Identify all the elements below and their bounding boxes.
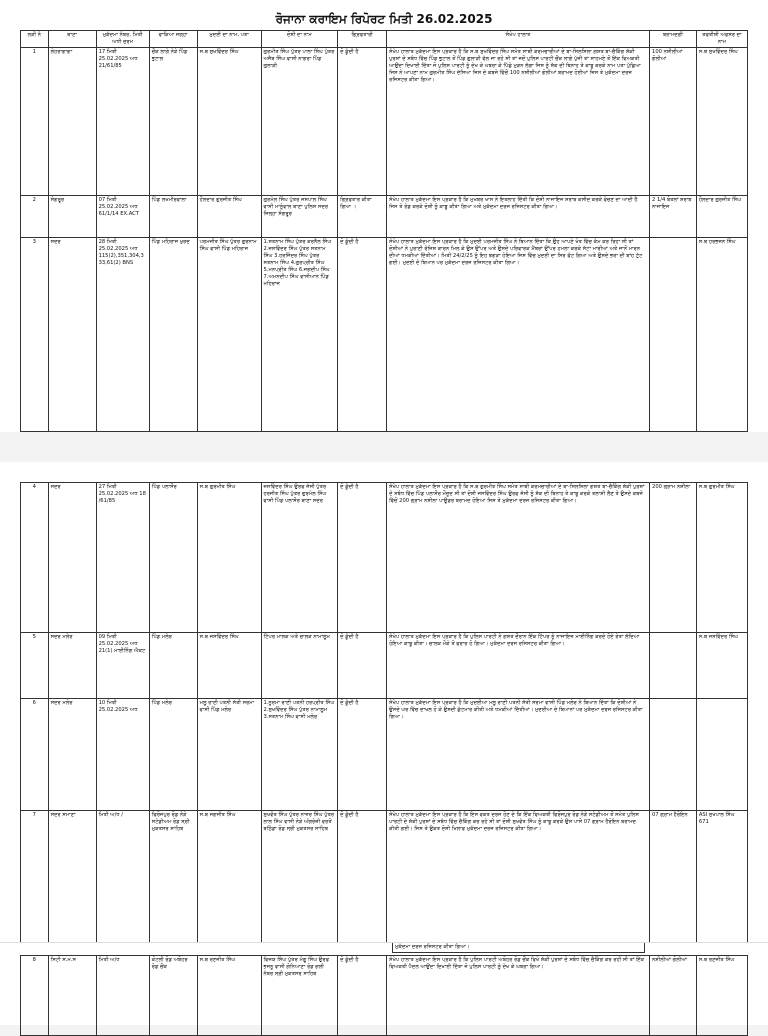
cell-io: ਸ.ਥ ਰਣਜੀਤ ਸਿੰਘ xyxy=(696,956,747,1036)
cell-thana: ਸਦਰ ਮਲੇਰ xyxy=(48,699,96,811)
cell-accused: 1.ਨੂਰਮਾ ਰਾਣੀ ਪਤਨੀ ਹਰਪ੍ਰੀਤ ਸਿੰਘ 2.ਸੁਖਵਿੰਦਰ ਸਿੰਘ ਪੁੱਤਰ ਨਾਮਾਲੂਮ 3.ਸਤਨਾਮ ਸਿੰਘ ਵਾਸੀ ਮਲੇਰ xyxy=(261,699,338,811)
cell-place: ਫਿਰੋਜਪੁਰ ਰੋਡ ਨੇੜੇ ਸਟੇਡੀਅਮ ਰੋਡ ਸ੍ਰੀ ਮੁਕਤਸਰ ਸਾਹਿਬ xyxy=(149,811,197,945)
cell-complainant: ਸ.ਥ ਜਗਜੀਤ ਸਿੰਘ xyxy=(197,811,261,945)
cell-io: ASI ਸੁਖਪਾਲ ਸਿੰਘ 671 xyxy=(696,811,747,945)
cell-place: ਪਿੰਡ ਪਲਾਸੌਰ xyxy=(149,483,197,633)
cell-thana: ਸਦਰ xyxy=(48,483,96,633)
cell-accused: ਗੁਰਮੀਤ ਸਿੰਘ ਪੁੱਤਰ ਪਾਲਾ ਸਿੰਘ ਪੁੱਤਰ ਅਜੈਬ ਸਿੰਘ ਵਾਸੀ ਨਾਗਰਾ ਪਿੰਡ ਗੁਲਾੜੀ xyxy=(261,48,338,196)
report-page-1 xyxy=(0,0,768,432)
cell-fir: 09 ਮਿਤੀ 25.02.2025 ਅਧ 21(1) ਮਾਈਨਿੰਗ ਐਕਟ xyxy=(96,633,149,699)
table-row xyxy=(21,196,748,238)
cell-thana: ਸਦਰ ਸਮਾਣਾ xyxy=(48,811,96,945)
header-summary: ਸੰਖੇਪ ਹਾਲਾਤ xyxy=(387,31,650,48)
cell-summary: ਸੰਖੇਪ ਹਾਲਾਤ ਮੁਕੱਦਮਾ ਇਸ ਪ੍ਰਕਾਰ ਹੈ ਕਿ ਪੁਲਿਸ ਪਾਰਟੀ ਅਬੋਹਰ ਰੋਡ ਚੌਂਕ ਵਿਖੇ ਸ਼ੱਕੀ ਪੁਰਸ਼ਾਂ ਦੇ ਸਬੰਧ ਵਿੱਚ ਚੈਕਿੰਗ ਕਰ ਰਹੀ ਸੀ ਤਾਂ ਇੱਕ ਵਿਅਕਤੀ ਪੈਦਲ ਆਉਂਦਾ ਦਿਖਾਈ ਦਿੱਤਾ ਜੋ ਪੁਲਿਸ ਪਾਰਟੀ ਨੂੰ ਦੇਖ ਕੇ ਘਬਰਾ ਗਿਆ। xyxy=(387,956,650,1036)
header-thana: ਥਾਣਾ xyxy=(48,31,96,48)
cell-recovery xyxy=(650,633,697,699)
header-sr: ਲੜੀ ਨੰ xyxy=(21,31,49,48)
cell-arrest: ਦੋ ਕੂੰਦੀ ਹੈ xyxy=(338,633,387,699)
cell-fir: 07 ਮਿਤੀ 25.02.2025 ਅਧ 61/1/14 EX.ACT xyxy=(96,196,149,238)
cell-summary: ਸੰਖੇਪ ਹਾਲਾਤ ਮੁਕੱਦਮਾ ਇਸ ਪ੍ਰਕਾਰ ਹੈ ਕਿ ਪੁਲਿਸ ਪਾਰਟੀ ਨੇ ਗਸ਼ਤ ਦੌਰਾਨ ਇੱਕ ਟਿੱਪਰ ਨੂੰ ਨਾਜਾਇਜ ਮਾਈਨਿੰਗ ਕਰਦੇ ਹੋਏ ਰੇਤਾ ਲੱਦਿਆ ਹੋਇਆ ਕਾਬੂ ਕੀਤਾ। ਚਾਲਕ ਮੌਕੇ ਤੋਂ ਫਰਾਰ ਹੋ ਗਿਆ। ਮੁਕੱਦਮਾ ਦਰਜ ਰਜਿਸਟਰ ਕੀਤਾ ਗਿਆ। xyxy=(387,633,650,699)
cell-sr: 2 xyxy=(21,196,49,238)
cell-summary: ਸੰਖੇਪ ਹਾਲਾਤ ਮੁਕੱਦਮਾ ਇਸ ਪ੍ਰਕਾਰ ਹੈ ਕਿ ਇਸ ਵਕਤ ਦਰਜ ਹੋਣ ਦੇ ਕਿ ਇੱਕ ਵਿਅਕਤੀ ਫਿਰੋਜਪੁਰ ਰੋਡ ਨੇੜੇ ਸਟੇਡੀਅਮ ਤੋਂ ਸਮੇਤ ਪੁਲਿਸ ਪਾਰਟੀ ਦੇ ਸ਼ੱਕੀ ਪੁਰਸ਼ਾਂ ਦੇ ਸਬੰਧ ਵਿੱਚ ਚੈਕਿੰਗ ਕਰ ਰਹੇ ਸੀ ਤਾਂ ਦੋਸ਼ੀ ਸੁਖਵੰਤ ਸਿੰਘ ਨੂੰ ਕਾਬੂ ਕਰਕੇ ਉਸ ਪਾਸੋਂ 07 ਗ੍ਰਾਮ ਹੈਰੋਇਨ ਬਰਾਮਦ ਕੀਤੀ ਗਈ। ਜਿਸ ਤੇ ਉਕਤ ਦੋਸ਼ੀ ਖਿਲਾਫ ਮੁਕੱਦਮਾ ਦਰਜ ਰਜਿਸਟਰ ਕੀਤਾ ਗਿਆ। xyxy=(387,811,650,945)
cell-accused: ਵਿਜਯ ਸਿੰਘ ਪੁੱਤਰ ਮੰਗੂ ਸਿੰਘ ਉਰਫ ਭਜਨੂ ਵਾਸੀ ਗੋਨਿਆਣਾ ਰੋਡ ਗਲੀ ਨੰਬਰ ਸ੍ਰੀ ਮੁਕਤਸਰ ਸਾਹਿਬ xyxy=(261,956,338,1036)
cell-recovery: 200 ਗ੍ਰਾਮ ਨਸ਼ੀਲਾ xyxy=(650,483,697,633)
cell-accused: ਟਿੱਪਰ ਮਾਲਕ ਅਤੇ ਚਾਲਕ ਨਾਮਾਲੂਮ xyxy=(261,633,338,699)
cell-sr: 7 xyxy=(21,811,49,945)
crime-report-table-2 xyxy=(20,482,748,945)
header-complainant: ਮੁਦਈ ਦਾ ਨਾਮ, ਪਤਾ xyxy=(197,31,261,48)
cell-place: ਪਿੰਡ ਮਹਿਰਾਜ ਖੁਰਦ xyxy=(149,238,197,432)
cell-complainant: ਪਰਮਜੀਤ ਸਿੰਘ ਪੁੱਤਰ ਗੁਰਨਾਮ ਸਿੰਘ ਵਾਸੀ ਪਿੰਡ ਮਹਿਰਾਜ xyxy=(197,238,261,432)
continued-summary-text: ਮੁਕੱਦਮਾ ਦਰਜ ਰਜਿਸਟਰ ਕੀਤਾ ਗਿਆ। xyxy=(392,943,645,953)
cell-fir: 27 ਮਿਤੀ 25.02.2025 ਅਧ 18 /61/85 xyxy=(96,483,149,633)
cell-sr: 3 xyxy=(21,238,49,432)
cell-recovery xyxy=(650,238,697,432)
cell-thana: ਸੰਗਰੂਰ xyxy=(48,196,96,238)
cell-sr: 6 xyxy=(21,699,49,811)
cell-fir: ਮਿਤੀ ਅ/ਧ / xyxy=(96,811,149,945)
cell-fir: 10 ਮਿਤੀ 25.02.2025 ਅਧ xyxy=(96,699,149,811)
cell-place: ਪਿੰਡ ਮਲੇਰ xyxy=(149,633,197,699)
header-accused: ਦੋਸ਼ੀ ਦਾ ਨਾਮ xyxy=(261,31,338,48)
cell-accused: 1.ਸਤਨਾਮ ਸਿੰਘ ਪੁੱਤਰ ਕਰਨੈਲ ਸਿੰਘ 2.ਜਸਵਿੰਦਰ ਸਿੰਘ ਪੁੱਤਰ ਸਤਨਾਮ ਸਿੰਘ 3.ਹਰਜਿੰਦਰ ਸਿੰਘ ਪੁੱਤਰ ਸਤਨਾਮ ਸਿੰਘ 4.ਗੁਰਪ੍ਰੀਤ ਸਿੰਘ 5.ਮਨਪ੍ਰੀਤ ਸਿੰਘ 6.ਜਗਦੀਪ ਸਿੰਘ 7.ਅਮਨਦੀਪ ਸਿੰਘ ਵਾਸੀਆਨ ਪਿੰਡ ਮਹਿਰਾਜ xyxy=(261,238,338,432)
cell-recovery: 2 1/4 ਬੋਤਲਾਂ ਸ਼ਰਾਬ ਨਾਜਾਇਜ xyxy=(650,196,697,238)
header-place: ਵਾਕਿਆ ਜਗ੍ਹਾ xyxy=(149,31,197,48)
cell-sr: 5 xyxy=(21,633,49,699)
table-row xyxy=(21,238,748,432)
cell-fir: ਮਿਤੀ ਅ/ਧ xyxy=(96,956,149,1036)
cell-sr: 4 xyxy=(21,483,49,633)
cell-complainant: ਸ.ਥ ਰਣਜੀਤ ਸਿੰਘ xyxy=(197,956,261,1036)
cell-thana: ਸਦਰ xyxy=(48,238,96,432)
table-row xyxy=(21,483,748,633)
cell-summary: ਸੰਖੇਪ ਹਾਲਾਤ ਮੁਕੱਦਮਾ ਇਸ ਪ੍ਰਕਾਰ ਹੈ ਕਿ ਸ.ਥ ਗੁਰਮੀਤ ਸਿੰਘ ਸਮੇਤ ਸਾਥੀ ਕਰਮਚਾਰੀਆਂ ਦੇ ਬਾ-ਸਿਲਸਿਲਾ ਗਸ਼ਤ ਬਾ-ਚੈਕਿੰਗ ਸ਼ੱਕੀ ਪੁਰਸ਼ਾਂ ਦੇ ਸਬੰਧ ਵਿੱਚ ਪਿੰਡ ਪਲਾਸੌਰ ਮੌਜੂਦ ਸੀ ਤਾਂ ਦੋਸ਼ੀ ਜਸਵਿੰਦਰ ਸਿੰਘ ਉਰਫ ਜੱਸੀ ਨੂੰ ਸ਼ੱਕ ਦੀ ਬਿਨਾਹ ਤੇ ਕਾਬੂ ਕਰਕੇ ਤਲਾਸ਼ੀ ਲੈਣ ਤੇ ਉਸਦੇ ਕਬਜੇ ਵਿੱਚੋਂ 200 ਗ੍ਰਾਮ ਨਸ਼ੀਲਾ ਪਾਊਡਰ ਬਰਾਮਦ ਹੋਇਆ ਜਿਸ ਤੇ ਮੁਕੱਦਮਾ ਦਰਜ ਰਜਿਸਟਰ ਕੀਤਾ ਗਿਆ। xyxy=(387,483,650,633)
cell-place: ਕੋਟਲੀ ਰੋਡ ਅਬੋਹਰ ਰੋਡ ਚੌਂਕ xyxy=(149,956,197,1036)
cell-accused: ਜਸਵਿੰਦਰ ਸਿੰਘ ਉਰਫ ਜੱਸੀ ਪੁੱਤਰ ਹਰਜੀਤ ਸਿੰਘ ਪੁੱਤਰ ਗੁਰਮੇਲ ਸਿੰਘ ਵਾਸੀ ਪਿੰਡ ਪਲਾਸੌਰ ਥਾਣਾ ਸਦਰ xyxy=(261,483,338,633)
cell-fir: 17 ਮਿਤੀ 25.02.2025 ਅਧ 21/61/85 xyxy=(96,48,149,196)
cell-arrest: ਦੋ ਕੂੰਦੀ ਹੈ xyxy=(338,483,387,633)
header-arrest: ਗ੍ਰਿਫਤਾਰੀ xyxy=(338,31,387,48)
cell-summary: ਸੰਖੇਪ ਹਾਲਾਤ ਮੁਕੱਦਮਾ ਇਸ ਪ੍ਰਕਾਰ ਹੈ ਕਿ ਮੁਖਬਰ ਖਾਸ ਨੇ ਇਤਲਾਹ ਦਿੱਤੀ ਕਿ ਦੋਸ਼ੀ ਨਾਜਾਇਜ ਸ਼ਰਾਬ ਕਸੀਦ ਕਰਕੇ ਵੇਚਣ ਦਾ ਆਦੀ ਹੈ ਜਿਸ ਤੇ ਰੇਡ ਕਰਕੇ ਦੋਸ਼ੀ ਨੂੰ ਕਾਬੂ ਕੀਤਾ ਗਿਆ ਅਤੇ ਮੁਕੱਦਮਾ ਦਰਜ ਰਜਿਸਟਰ ਕੀਤਾ ਗਿਆ। xyxy=(387,196,650,238)
cell-io: ਸ.ਥ ਗੁਰਮੀਤ ਸਿੰਘ xyxy=(696,483,747,633)
cell-accused: ਗੁਰਮੇਲ ਸਿੰਘ ਪੁੱਤਰ ਜਸਪਾਲ ਸਿੰਘ ਵਾਸੀ ਮਾਨੂੰਵਾਲ ਥਾਣਾ ਪੁਲਿਸ ਸਦਰ ਜਿਲ੍ਹਾ ਸੰਗਰੂਰ xyxy=(261,196,338,238)
cell-recovery: 07 ਗ੍ਰਾਮ ਹੈਰੋਇਨ xyxy=(650,811,697,945)
cell-io: ਸ.ਥ ਹਰਭਜਨ ਸਿੰਘ xyxy=(696,238,747,432)
header-fir: ਮੁਕੱਦਮਾ ਨੰਬਰ, ਮਿਤੀ ਅਧੀ ਜੁਰਮ xyxy=(96,31,149,48)
table-header-row xyxy=(21,31,748,48)
cell-thana: ਸਦਰ ਮਲੇਰ xyxy=(48,633,96,699)
cell-io: ਹੌਲਦਾਰ ਗੁਰਜੀਤ ਸਿੰਘ xyxy=(696,196,747,238)
cell-io xyxy=(696,699,747,811)
cell-arrest: ਗ੍ਰਿਫਤਾਰ ਕੀਤਾ ਗਿਆ । xyxy=(338,196,387,238)
report-page-2 xyxy=(0,462,768,970)
cell-complainant: ਸ.ਥ ਗੁਰਮੀਤ ਸਿੰਘ xyxy=(197,483,261,633)
cell-complainant: ਹੌਲਦਾਰ ਗੁਰਜੀਤ ਸਿੰਘ xyxy=(197,196,261,238)
cell-summary: ਸੰਖੇਪ ਹਾਲਾਤ ਮੁਕੱਦਮਾ ਇਸ ਪ੍ਰਕਾਰ ਹੈ ਕਿ ਸ.ਥ ਸੁਖਵਿੰਦਰ ਸਿੰਘ ਸਮੇਤ ਸਾਥੀ ਕਰਮਚਾਰੀਆਂ ਦੇ ਬਾ-ਸਿਲਸਿਲਾ ਗਸ਼ਤ ਬਾ-ਚੈਕਿੰਗ ਸ਼ੱਕੀ ਪੁਰਸ਼ਾਂ ਦੇ ਸਬੰਧ ਵਿੱਚ ਪਿੰਡ ਭੁਟਾਲ ਤੋਂ ਪਿੰਡ ਗੁਲਾੜੀ ਵੱਲ ਜਾ ਰਹੇ ਸੀ ਤਾਂ ਜਦੋਂ ਪੁਲਿਸ ਪਾਰਟੀ ਚੌਂਕ ਲਾਗੇ ਪੁੱਜੀ ਤਾਂ ਸਾਹਮਣੇ ਤੋਂ ਇੱਕ ਵਿਅਕਤੀ ਆਉਂਦਾ ਦਿਖਾਈ ਦਿੱਤਾ ਜੋ ਪੁਲਿਸ ਪਾਰਟੀ ਨੂੰ ਦੇਖ ਕੇ ਘਬਰਾ ਕੇ ਪਿੱਛੇ ਮੁੜਨ ਲੱਗਾ ਜਿਸ ਨੂੰ ਸ਼ੱਕ ਦੀ ਬਿਨਾਹ ਤੇ ਕਾਬੂ ਕਰਕੇ ਨਾਮ ਪਤਾ ਪੁੱਛਿਆ ਜਿਸ ਨੇ ਆਪਣਾ ਨਾਮ ਗੁਰਮੀਤ ਸਿੰਘ ਦੱਸਿਆ ਜਿਸ ਦੇ ਕਬਜੇ ਵਿੱਚੋਂ 100 ਨਸ਼ੀਲੀਆਂ ਗੋਲੀਆਂ ਬਰਾਮਦ ਹੋਈਆਂ ਜਿਸ ਤੇ ਮੁਕੱਦਮਾ ਦਰਜ ਰਜਿਸਟਰ ਕੀਤਾ ਗਿਆ। xyxy=(387,48,650,196)
header-io: ਤਫਤੀਸ਼ੀ ਅਫਸਰ ਦਾ ਨਾਮ xyxy=(696,31,747,48)
report-title: ਰੋਜਾਨਾ ਕਰਾਇਮ ਰਿਪੋਰਟ ਮਿਤੀ 26.02.2025 xyxy=(275,12,493,26)
cell-place: ਪਿੰਡ ਲਖਮੀਰਵਾਲਾ xyxy=(149,196,197,238)
cell-sr: 1 xyxy=(21,48,49,196)
cell-sr: 8 xyxy=(21,956,49,1036)
cell-recovery: ਨਸ਼ੀਲੀਆਂ ਗੋਲੀਆਂ xyxy=(650,956,697,1036)
cell-complainant: ਸ.ਥ ਸੁਖਵਿੰਦਰ ਸਿੰਘ xyxy=(197,48,261,196)
table-row xyxy=(21,633,748,699)
cell-arrest: ਦੋ ਕੂੰਦੀ ਹੈ xyxy=(338,811,387,945)
cell-arrest: ਦੋ ਕੂੰਦੀ ਹੈ xyxy=(338,48,387,196)
cell-summary: ਸੰਖੇਪ ਹਾਲਾਤ ਮੁਕੱਦਮਾ ਇਸ ਪ੍ਰਕਾਰ ਹੈ ਕਿ ਮੁਦਈਆ ਮਲੂ ਰਾਣੀ ਪਤਨੀ ਸੱਤੀ ਸਰਮਾ ਵਾਸੀ ਪਿੰਡ ਮਲੇਰ ਨੇ ਬਿਆਨ ਦਿੱਤਾ ਕਿ ਦੋਸ਼ੀਆਂ ਨੇ ਉਸਦੇ ਘਰ ਵਿੱਚ ਦਾਖਲ ਹੋ ਕੇ ਉਸਦੀ ਕੁੱਟਮਾਰ ਕੀਤੀ ਅਤੇ ਧਮਕੀਆਂ ਦਿੱਤੀਆਂ। ਮੁਦਈਆ ਦੇ ਬਿਆਨਾਂ ਪਰ ਮੁਕੱਦਮਾ ਦਰਜ ਰਜਿਸਟਰ ਕੀਤਾ ਗਿਆ। xyxy=(387,699,650,811)
cell-io: ਸ.ਥ ਜਸਵਿੰਦਰ ਸਿੰਘ xyxy=(696,633,747,699)
cell-place: ਚੌਂਕ ਲਾਗੇ ਨੇੜੇ ਪਿੰਡ ਭੁਟਾਲ xyxy=(149,48,197,196)
cell-summary: ਸੰਖੇਪ ਹਾਲਾਤ ਮੁਕੱਦਮਾ ਇਸ ਪ੍ਰਕਾਰ ਹੈ ਕਿ ਮੁਦਈ ਪਰਮਜੀਤ ਸਿੰਘ ਨੇ ਬਿਆਨ ਦਿੱਤਾ ਕਿ ਉਹ ਆਪਣੇ ਖੇਤ ਵਿੱਚ ਕੰਮ ਕਰ ਰਿਹਾ ਸੀ ਤਾਂ ਦੋਸ਼ੀਆਂ ਨੇ ਪੁਰਾਣੀ ਰੰਜਿਸ਼ ਕਾਰਨ ਮਿਲ ਕੇ ਉਸ ਉੱਪਰ ਅਤੇ ਉਸਦੇ ਪਰਿਵਾਰਕ ਮੈਂਬਰਾਂ ਉੱਪਰ ਹਮਲਾ ਕਰਕੇ ਸੱਟਾਂ ਮਾਰੀਆਂ ਅਤੇ ਜਾਨੋਂ ਮਾਰਨ ਦੀਆਂ ਧਮਕੀਆਂ ਦਿੱਤੀਆਂ। ਮਿਤੀ 24/2/25 ਨੂੰ ਇਹ ਝਗੜਾ ਹੋਇਆ ਜਿਸ ਵਿੱਚ ਮੁਦਈ ਦਾ ਸਿਰ ਫੱਟ ਗਿਆ ਅਤੇ ਉਸਦੇ ਭਰਾ ਦੀ ਬਾਂਹ ਟੁੱਟ ਗਈ। ਮੁਦਈ ਦੇ ਬਿਆਨ ਪਰ ਮੁਕੱਦਮਾ ਦਰਜ ਰਜਿਸਟਰ ਕੀਤਾ ਗਿਆ। xyxy=(387,238,650,432)
cell-complainant: ਮਲੂ ਰਾਣੀ ਪਤਨੀ ਸੱਤੀ ਸਰਮਾ ਵਾਸੀ ਪਿੰਡ ਮਲੇਰ xyxy=(197,699,261,811)
cell-complainant: ਸ.ਥ ਜਸਵਿੰਦਰ ਸਿੰਘ xyxy=(197,633,261,699)
cell-recovery xyxy=(650,699,697,811)
cell-arrest: ਦੋ ਕੂੰਦੀ ਹੈ xyxy=(338,956,387,1036)
crime-report-table-1 xyxy=(20,30,748,432)
cell-arrest: ਦੋ ਕੂੰਦੀ ਹੈ xyxy=(338,238,387,432)
header-recovery: ਬਰਾਮਦਗੀ xyxy=(650,31,697,48)
cell-accused: ਸੁਖਵੰਤ ਸਿੰਘ ਪੁੱਤਰ ਨਾਜਰ ਸਿੰਘ ਪੁੱਤਰ ਲਾਲ ਸਿੰਘ ਵਾਸੀ ਨੇੜੇ ਅੰਗਰੇਜ਼ੀ ਵਰਤੋਂ ਬਠਿੰਡਾ ਰੋਡ ਸ੍ਰੀ ਮੁਕਤਸਰ ਸਾਹਿਬ xyxy=(261,811,338,945)
cell-fir: 28 ਮਿਤੀ 25.02.2025 ਅਧ 115(2),351,304,3 33,61(2) BNS xyxy=(96,238,149,432)
cell-thana: ਲੇਹਰਾਗਾਗਾ xyxy=(48,48,96,196)
report-page-3 xyxy=(0,942,768,1025)
cell-io: ਸ.ਥ ਸੁਖਵਿੰਦਰ ਸਿੰਘ xyxy=(696,48,747,196)
table-row xyxy=(21,811,748,945)
table-row xyxy=(21,699,748,811)
cell-place: ਪਿੰਡ ਮਲੇਰ xyxy=(149,699,197,811)
cell-recovery: 100 ਨਸ਼ੀਲੀਆਂ ਗੋਲੀਆਂ xyxy=(650,48,697,196)
cell-arrest: ਦੋ ਕੂੰਦੀ ਹੈ xyxy=(338,699,387,811)
cell-thana: ਸਿਟੀ ਸ.ਮ.ਸ xyxy=(48,956,96,1036)
table-row xyxy=(21,48,748,196)
